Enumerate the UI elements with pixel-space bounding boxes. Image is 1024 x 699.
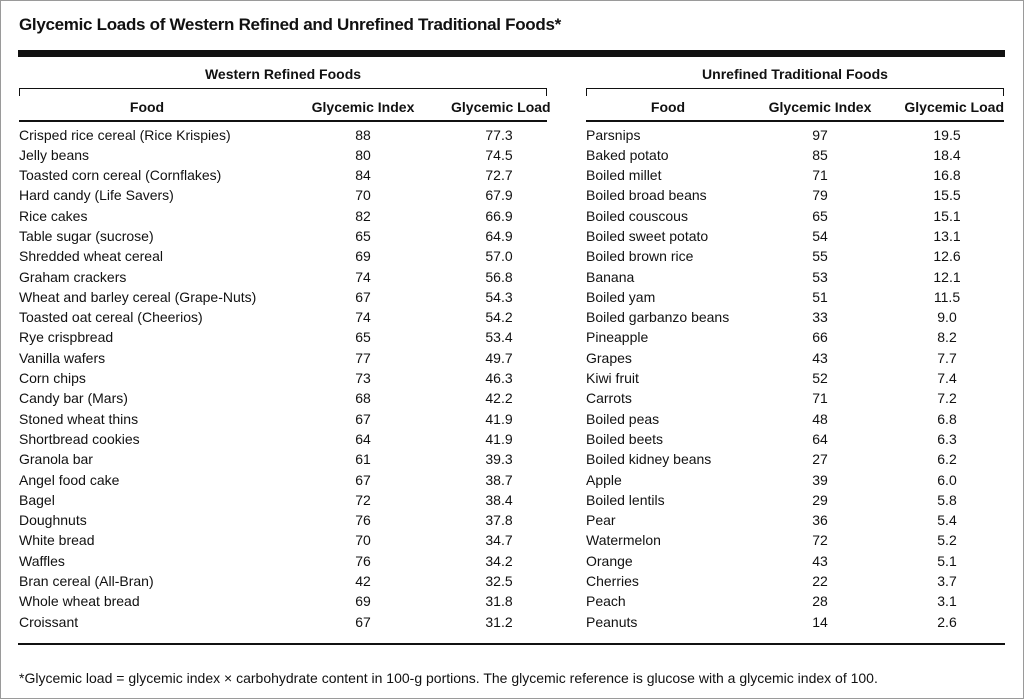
glycemic-index-cell: 61 xyxy=(355,451,371,468)
glycemic-index-cell: 82 xyxy=(355,207,371,224)
glycemic-index-cell: 28 xyxy=(812,593,828,610)
table-row xyxy=(19,449,547,469)
table-row xyxy=(19,287,547,307)
table-row xyxy=(586,267,1004,287)
food-cell: Boiled millet xyxy=(586,167,662,184)
table-row xyxy=(586,368,1004,388)
food-cell: Croissant xyxy=(19,613,79,630)
glycemic-index-cell: 72 xyxy=(355,491,371,508)
food-cell: Boiled sweet potato xyxy=(586,227,709,244)
table-row xyxy=(19,226,547,246)
header-rule xyxy=(586,120,1004,122)
table-row xyxy=(19,571,547,591)
food-cell: Boiled kidney beans xyxy=(586,451,712,468)
table-row xyxy=(586,510,1004,530)
glycemic-load-cell: 15.5 xyxy=(933,187,961,204)
glycemic-load-cell: 41.9 xyxy=(485,410,513,427)
glycemic-load-cell: 19.5 xyxy=(933,126,961,143)
table-row xyxy=(19,429,547,449)
food-cell: Peanuts xyxy=(586,613,638,630)
bottom-rule xyxy=(18,643,1005,645)
table-row xyxy=(586,307,1004,327)
glycemic-index-cell: 65 xyxy=(355,329,371,346)
glycemic-load-cell: 7.7 xyxy=(937,349,957,366)
glycemic-load-cell: 16.8 xyxy=(933,167,961,184)
glycemic-index-cell: 65 xyxy=(812,207,828,224)
food-cell: Boiled lentils xyxy=(586,491,665,508)
glycemic-load-cell: 64.9 xyxy=(485,227,513,244)
section-title: Western Refined Foods xyxy=(204,66,362,82)
glycemic-index-cell: 68 xyxy=(355,390,371,407)
glycemic-load-cell: 31.8 xyxy=(485,593,513,610)
table-row xyxy=(586,470,1004,490)
section-bracket xyxy=(586,88,1004,96)
glycemic-index-cell: 67 xyxy=(355,613,371,630)
header-glycemic-index: Glycemic Index xyxy=(768,99,872,115)
food-cell: Boiled brown rice xyxy=(586,248,694,265)
table-row xyxy=(586,409,1004,429)
glycemic-load-cell: 49.7 xyxy=(485,349,513,366)
glycemic-load-cell: 53.4 xyxy=(485,329,513,346)
glycemic-index-cell: 97 xyxy=(812,126,828,143)
unrefined-traditional-section xyxy=(586,64,1004,632)
glycemic-load-cell: 38.4 xyxy=(485,491,513,508)
glycemic-index-cell: 66 xyxy=(812,329,828,346)
food-cell: Crisped rice cereal (Rice Krispies) xyxy=(19,126,231,143)
glycemic-index-cell: 65 xyxy=(355,227,371,244)
glycemic-index-cell: 71 xyxy=(812,390,828,407)
glycemic-index-cell: 74 xyxy=(355,309,371,326)
glycemic-index-cell: 55 xyxy=(812,248,828,265)
column-headers xyxy=(586,96,1004,118)
glycemic-load-cell: 12.1 xyxy=(933,268,961,285)
glycemic-index-cell: 52 xyxy=(812,370,828,387)
food-cell: Doughnuts xyxy=(19,512,87,529)
table-row xyxy=(19,165,547,185)
header-rule xyxy=(19,120,547,122)
glycemic-load-cell: 66.9 xyxy=(485,207,513,224)
glycemic-index-cell: 29 xyxy=(812,491,828,508)
food-cell: Candy bar (Mars) xyxy=(19,390,128,407)
food-cell: Hard candy (Life Savers) xyxy=(19,187,174,204)
food-cell: Parsnips xyxy=(586,126,641,143)
food-cell: Toasted oat cereal (Cheerios) xyxy=(19,309,203,326)
glycemic-load-cell: 31.2 xyxy=(485,613,513,630)
glycemic-index-cell: 54 xyxy=(812,227,828,244)
glycemic-load-cell: 18.4 xyxy=(933,146,961,163)
glycemic-load-cell: 13.1 xyxy=(933,227,961,244)
table-row xyxy=(19,327,547,347)
glycemic-load-cell: 7.4 xyxy=(937,370,957,387)
table-row xyxy=(19,267,547,287)
glycemic-load-cell: 6.0 xyxy=(937,471,957,488)
glycemic-index-cell: 74 xyxy=(355,268,371,285)
table-row xyxy=(586,612,1004,632)
table-row xyxy=(19,368,547,388)
food-cell: Apple xyxy=(586,471,622,488)
glycemic-index-cell: 70 xyxy=(355,532,371,549)
glycemic-load-cell: 54.2 xyxy=(485,309,513,326)
glycemic-load-cell: 34.7 xyxy=(485,532,513,549)
food-cell: Table sugar (sucrose) xyxy=(19,227,154,244)
glycemic-load-cell: 5.8 xyxy=(937,491,957,508)
glycemic-index-cell: 67 xyxy=(355,410,371,427)
glycemic-load-cell: 3.1 xyxy=(937,593,957,610)
glycemic-load-cell: 5.1 xyxy=(937,552,957,569)
food-cell: Vanilla wafers xyxy=(19,349,106,366)
header-food: Food xyxy=(129,99,165,115)
glycemic-index-cell: 80 xyxy=(355,146,371,163)
table-row xyxy=(586,429,1004,449)
glycemic-load-cell: 5.4 xyxy=(937,512,957,529)
table-row xyxy=(586,530,1004,550)
table-row xyxy=(586,490,1004,510)
food-cell: Boiled garbanzo beans xyxy=(586,309,730,326)
glycemic-index-cell: 48 xyxy=(812,410,828,427)
glycemic-index-cell: 36 xyxy=(812,512,828,529)
glycemic-load-cell: 37.8 xyxy=(485,512,513,529)
glycemic-index-cell: 73 xyxy=(355,370,371,387)
table-row xyxy=(586,246,1004,266)
food-cell: Banana xyxy=(586,268,635,285)
table-row xyxy=(19,551,547,571)
table-row xyxy=(586,165,1004,185)
header-glycemic-load: Glycemic Load xyxy=(451,99,551,115)
table-row xyxy=(586,185,1004,205)
table-row xyxy=(586,226,1004,246)
glycemic-load-cell: 15.1 xyxy=(933,207,961,224)
table-row xyxy=(19,612,547,632)
table-row xyxy=(586,287,1004,307)
glycemic-index-cell: 72 xyxy=(812,532,828,549)
food-cell: Toasted corn cereal (Cornflakes) xyxy=(19,167,222,184)
table-body xyxy=(19,125,547,632)
table-row xyxy=(586,125,1004,145)
top-rule xyxy=(18,50,1005,57)
table-row xyxy=(19,530,547,550)
glycemic-load-cell: 11.5 xyxy=(933,288,961,305)
food-cell: Pear xyxy=(586,512,616,529)
glycemic-load-cell: 9.0 xyxy=(937,309,957,326)
food-cell: Jelly beans xyxy=(19,146,90,163)
glycemic-load-cell: 46.3 xyxy=(485,370,513,387)
table-row xyxy=(19,409,547,429)
glycemic-index-cell: 76 xyxy=(355,512,371,529)
food-cell: Boiled peas xyxy=(586,410,660,427)
food-cell: Shredded wheat cereal xyxy=(19,248,163,265)
glycemic-load-cell: 54.3 xyxy=(485,288,513,305)
header-food: Food xyxy=(650,99,686,115)
glycemic-index-cell: 85 xyxy=(812,146,828,163)
glycemic-load-cell: 72.7 xyxy=(485,167,513,184)
table-row xyxy=(586,449,1004,469)
glycemic-load-cell: 38.7 xyxy=(485,471,513,488)
section-title: Unrefined Traditional Foods xyxy=(702,66,888,82)
glycemic-index-cell: 84 xyxy=(355,167,371,184)
food-cell: Rice cakes xyxy=(19,207,88,224)
food-cell: Boiled couscous xyxy=(586,207,688,224)
glycemic-index-cell: 67 xyxy=(355,288,371,305)
table-row xyxy=(19,125,547,145)
glycemic-index-cell: 27 xyxy=(812,451,828,468)
glycemic-index-cell: 69 xyxy=(355,593,371,610)
glycemic-index-cell: 43 xyxy=(812,349,828,366)
glycemic-load-cell: 32.5 xyxy=(485,573,513,590)
food-cell: Peach xyxy=(586,593,626,610)
table-row xyxy=(586,571,1004,591)
food-cell: Corn chips xyxy=(19,370,86,387)
glycemic-load-cell: 41.9 xyxy=(485,430,513,447)
food-cell: Rye crispbread xyxy=(19,329,114,346)
glycemic-index-cell: 79 xyxy=(812,187,828,204)
glycemic-index-cell: 51 xyxy=(812,288,828,305)
glycemic-load-cell: 7.2 xyxy=(937,390,957,407)
glycemic-index-cell: 77 xyxy=(355,349,371,366)
glycemic-index-cell: 88 xyxy=(355,126,371,143)
glycemic-index-cell: 70 xyxy=(355,187,371,204)
food-cell: Shortbread cookies xyxy=(19,430,140,447)
glycemic-index-cell: 64 xyxy=(355,430,371,447)
table-row xyxy=(19,307,547,327)
glycemic-index-cell: 14 xyxy=(812,613,828,630)
table-row xyxy=(19,348,547,368)
food-cell: Pineapple xyxy=(586,329,649,346)
food-cell: Baked potato xyxy=(586,146,669,163)
food-cell: Angel food cake xyxy=(19,471,120,488)
table-row xyxy=(19,470,547,490)
western-refined-section xyxy=(19,64,551,632)
table-row xyxy=(19,510,547,530)
glycemic-index-cell: 76 xyxy=(355,552,371,569)
glycemic-load-cell: 74.5 xyxy=(485,146,513,163)
table-row xyxy=(586,591,1004,611)
table-row xyxy=(19,591,547,611)
food-cell: Granola bar xyxy=(19,451,93,468)
glycemic-load-cell: 6.3 xyxy=(937,430,957,447)
food-cell: Bran cereal (All-Bran) xyxy=(19,573,154,590)
glycemic-index-cell: 39 xyxy=(812,471,828,488)
glycemic-load-cell: 12.6 xyxy=(933,248,961,265)
glycemic-load-cell: 6.2 xyxy=(937,451,957,468)
food-cell: Boiled beets xyxy=(586,430,664,447)
food-cell: Whole wheat bread xyxy=(19,593,140,610)
food-cell: Waffles xyxy=(19,552,65,569)
table-row xyxy=(19,490,547,510)
table-row xyxy=(19,388,547,408)
glycemic-load-cell: 57.0 xyxy=(485,248,513,265)
header-glycemic-index: Glycemic Index xyxy=(311,99,415,115)
food-cell: Grapes xyxy=(586,349,632,366)
food-cell: Watermelon xyxy=(586,532,661,549)
glycemic-load-cell: 6.8 xyxy=(937,410,957,427)
glycemic-load-cell: 2.6 xyxy=(937,613,957,630)
glycemic-load-cell: 77.3 xyxy=(485,126,513,143)
glycemic-index-cell: 67 xyxy=(355,471,371,488)
glycemic-index-cell: 53 xyxy=(812,268,828,285)
food-cell: Graham crackers xyxy=(19,268,127,285)
glycemic-load-cell: 34.2 xyxy=(485,552,513,569)
food-cell: Cherries xyxy=(586,573,639,590)
food-cell: White bread xyxy=(19,532,95,549)
glycemic-load-cell: 67.9 xyxy=(485,187,513,204)
table-row xyxy=(19,145,547,165)
column-headers xyxy=(19,96,551,118)
food-cell: Wheat and barley cereal (Grape-Nuts) xyxy=(19,288,257,305)
food-cell: Carrots xyxy=(586,390,632,407)
glycemic-load-cell: 5.2 xyxy=(937,532,957,549)
glycemic-load-cell: 39.3 xyxy=(485,451,513,468)
glycemic-load-cell: 56.8 xyxy=(485,268,513,285)
glycemic-index-cell: 69 xyxy=(355,248,371,265)
glycemic-load-cell: 8.2 xyxy=(937,329,957,346)
table-row xyxy=(19,185,547,205)
table-row xyxy=(586,388,1004,408)
section-bracket xyxy=(19,88,547,96)
glycemic-index-cell: 33 xyxy=(812,309,828,326)
glycemic-index-cell: 43 xyxy=(812,552,828,569)
food-cell: Bagel xyxy=(19,491,55,508)
food-cell: Boiled broad beans xyxy=(586,187,707,204)
header-glycemic-load: Glycemic Load xyxy=(904,99,1004,115)
glycemic-load-cell: 42.2 xyxy=(485,390,513,407)
table-title: Glycemic Loads of Western Refined and Unrefined Traditional Foods* xyxy=(19,15,561,34)
table-body xyxy=(586,125,1004,632)
food-cell: Orange xyxy=(586,552,633,569)
table-row xyxy=(586,206,1004,226)
table-row xyxy=(586,551,1004,571)
glycemic-load-cell: 3.7 xyxy=(937,573,957,590)
glycemic-index-cell: 22 xyxy=(812,573,828,590)
food-cell: Stoned wheat thins xyxy=(19,410,139,427)
glycemic-index-cell: 42 xyxy=(355,573,371,590)
food-cell: Boiled yam xyxy=(586,288,656,305)
glycemic-index-cell: 71 xyxy=(812,167,828,184)
table-row xyxy=(19,206,547,226)
table-row xyxy=(586,348,1004,368)
table-row xyxy=(586,327,1004,347)
glycemic-index-cell: 64 xyxy=(812,430,828,447)
footnote: *Glycemic load = glycemic index × carbohydrate content in 100-g portions. The glycemic reference is glucose with a glycemic index of 100. xyxy=(19,670,878,686)
table-row xyxy=(19,246,547,266)
table-row xyxy=(586,145,1004,165)
food-cell: Kiwi fruit xyxy=(586,370,639,387)
